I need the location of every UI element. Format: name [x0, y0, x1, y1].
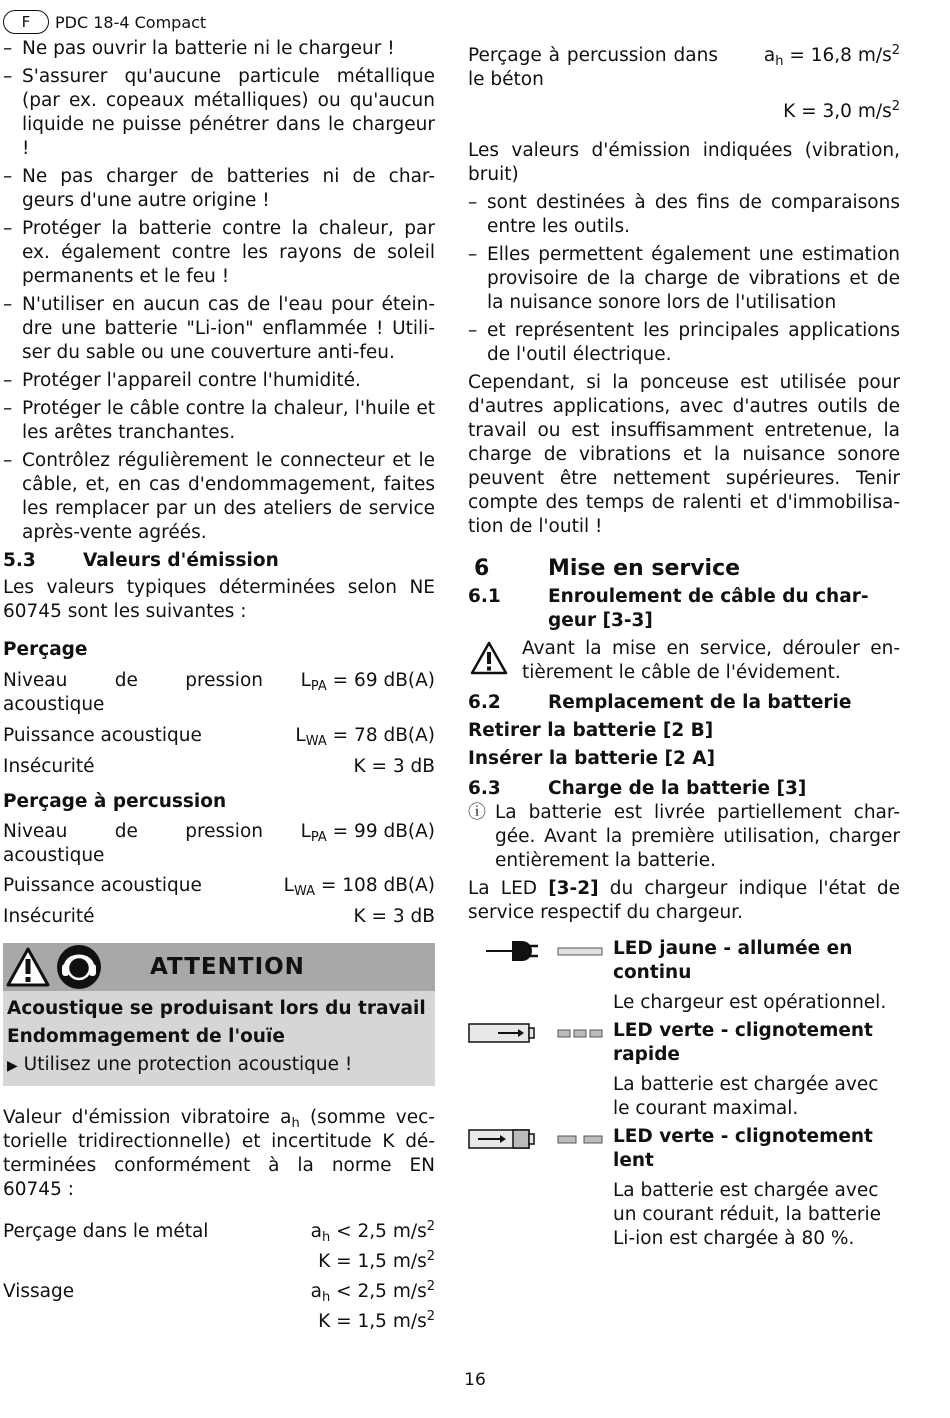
hammer-uncertainty-row: Insécurité K = 3 dB: [3, 906, 435, 927]
battery-charging-icon: [468, 1128, 536, 1150]
led-symbol: [468, 937, 613, 965]
led-state-green-fast: [468, 1019, 900, 1121]
list-item: – sont destinées à des fins de comparaisons entre les outils.: [468, 191, 900, 239]
list-item: – Protéger le câble contre la chaleur, l'huile et les arêtes tranchantes.: [3, 397, 435, 445]
warning-triangle-icon: [470, 641, 508, 675]
list-item: – Elles permettent également une estimation provisoire de la charge de vibrations et de la nuisance sonore lors de l'utilisation: [468, 243, 900, 315]
metal-drilling-k: K = 1,5 $m/s^2$: [318, 1249, 435, 1272]
led-state-desc: Le chargeur est opérationnel.: [613, 992, 887, 1013]
list-item: – Ne pas ouvrir la batterie ni le chargeur !: [3, 37, 435, 61]
section-heading-6-3: 6.3 Charge de la batterie [3]: [468, 778, 807, 799]
metal-drilling-row: Perçage dans le métal $a_h < 2,5$ $m/s^2$: [3, 1219, 435, 1245]
led-symbol: [468, 1125, 613, 1153]
vibration-intro: Valeur d'émission vibratoire $a_h$ (somme vec-torielle tridirectionnelle) et incertitude K dé-terminées conformément à la norme EN 60745 :: [3, 1107, 435, 1200]
list-item: – N'utiliser en aucun cas de l'eau pour étein-dre une batterie "Li-ion" enflammée ! Utili-ser du sable ou une couverture anti-feu.: [3, 293, 435, 365]
led-state-title: LED verte - clignotement lent: [613, 1126, 873, 1171]
screwing-k: K = 1,5 $m/s^2$: [318, 1309, 435, 1332]
list-item: – et représentent les principales applications de l'outil électrique.: [468, 319, 900, 367]
hearing-protection-icon: [56, 944, 102, 990]
drilling-title: Perçage: [3, 639, 88, 660]
section-heading-5-3: 5.3 Valeurs d'émission: [3, 550, 279, 571]
drilling-uncertainty-row: Insécurité K = 3 dB: [3, 756, 435, 777]
remove-battery: Retirer la batterie [2 B]: [468, 720, 714, 741]
warning-triangle-icon: [6, 947, 50, 987]
list-item: – Protéger l'appareil contre l'humidité.: [3, 369, 435, 393]
battery-charging-icon: [468, 1022, 536, 1044]
drilling-power-row: Puissance acoustique $L_{WA} = 78$ dB(A): [3, 725, 435, 749]
led-state-yellow: [468, 937, 900, 1015]
arrow-right-icon: ▶: [7, 1058, 18, 1074]
drilling-pressure-row: Niveau de pression acoustique $L_{PA} = 69$ dB(A): [3, 670, 435, 715]
list-item: – Contrôlez régulièrement le connecteur et le câble, et, en cas d'endommagement, faites les remplacer par un des ateliers de service après-vente agréés.: [3, 449, 435, 545]
info-icon: ⓘ: [468, 802, 486, 823]
emission-intro: Les valeurs typiques déterminées selon NE 60745 sont les suivantes :: [3, 577, 435, 622]
attention-action: ▶ Utilisez une protection acoustique !: [7, 1054, 353, 1075]
insert-battery: Insérer la batterie [2 A]: [468, 748, 716, 769]
led-symbol: [468, 1019, 613, 1047]
attention-hazard: Acoustique se produisant lors du travail: [7, 998, 426, 1019]
language-badge: F: [3, 10, 49, 34]
plug-icon: [486, 937, 546, 965]
led-state-desc: La batterie est chargée avec le courant maximal.: [613, 1074, 879, 1119]
emission-values-text: Les valeurs d'émission indiquées (vibration, bruit): [468, 140, 900, 185]
led-state-green-slow: [468, 1125, 900, 1251]
left-column: [3, 37, 435, 1334]
attention-header: [3, 943, 435, 991]
led-slow-blink-icon: [557, 1135, 603, 1145]
list-item: – Protéger la batterie contre la chaleur, par ex. également contre les rayons de soleil permanents et le feu !: [3, 217, 435, 289]
led-continuous-icon: [557, 947, 603, 957]
model-name: PDC 18-4 Compact: [55, 12, 207, 32]
led-state-desc: La batterie est chargée avec un courant réduit, la batterie Li-ion est chargée à 80 %.: [613, 1180, 882, 1249]
concrete-drilling-k: K = 3,0 $m/s^2$: [783, 99, 900, 122]
list-item: – Ne pas charger de batteries ni de char-geurs d'une autre origine !: [3, 165, 435, 213]
hammer-drilling-title: Perçage à percussion: [3, 791, 227, 812]
cable-warning: Avant la mise en service, dérouler en-tièrement le câble de l'évidement.: [468, 637, 900, 685]
led-intro: La LED [3-2] du chargeur indique l'état de service respectif du chargeur.: [468, 878, 900, 923]
right-column: [468, 44, 900, 1251]
safety-list: [3, 37, 435, 545]
charging-info: ⓘ La batterie est livrée partiellement char-gée. Avant la première utilisation, charger entièrement la batterie.: [468, 802, 900, 871]
section-heading-6-1: 6.1 Enroulement de câble du char-geur [3-3]: [468, 586, 869, 631]
led-state-title: LED verte - clignotement rapide: [613, 1020, 873, 1065]
section-heading-6: 6 Mise en service: [474, 556, 741, 581]
attention-title: ATTENTION: [150, 954, 305, 980]
screwing-row: Vissage $a_h < 2,5$ $m/s^2$: [3, 1279, 435, 1305]
emission-list: [468, 191, 900, 367]
attention-consequence: Endommagement de l'ouïe: [7, 1026, 285, 1047]
hammer-power-row: Puissance acoustique $L_{WA} = 108$ dB(A): [3, 875, 435, 899]
hammer-pressure-row: Niveau de pression acoustique $L_{PA} = 99$ dB(A): [3, 821, 435, 866]
page-header: [3, 10, 206, 34]
concrete-drilling-row: Perçage à percussion dans le béton $a_h = 16,8$ $m/s^2$: [468, 43, 900, 90]
led-state-title: LED jaune - allumée en continu: [613, 938, 853, 983]
page-number: 16: [464, 1370, 486, 1390]
attention-body: [3, 991, 435, 1086]
however-paragraph: Cependant, si la ponceuse est utilisée pour d'autres applications, avec d'autres outils de travail ou est insuffisamment entretenue, la charge de vibrations et la nuisance sonore peuvent être nettement supérieures. Tenir compte des temps de ralenti et d'immobilisa-tion de l'outil !: [468, 372, 900, 537]
led-fast-blink-icon: [557, 1029, 603, 1039]
section-heading-6-2: 6.2 Remplacement de la batterie: [468, 692, 852, 713]
attention-box: [3, 943, 435, 1086]
list-item: – S'assurer qu'aucune particule métallique (par ex. copeaux métalliques) ou qu'aucun liquide ne puisse pénétrer dans le chargeur !: [3, 65, 435, 161]
